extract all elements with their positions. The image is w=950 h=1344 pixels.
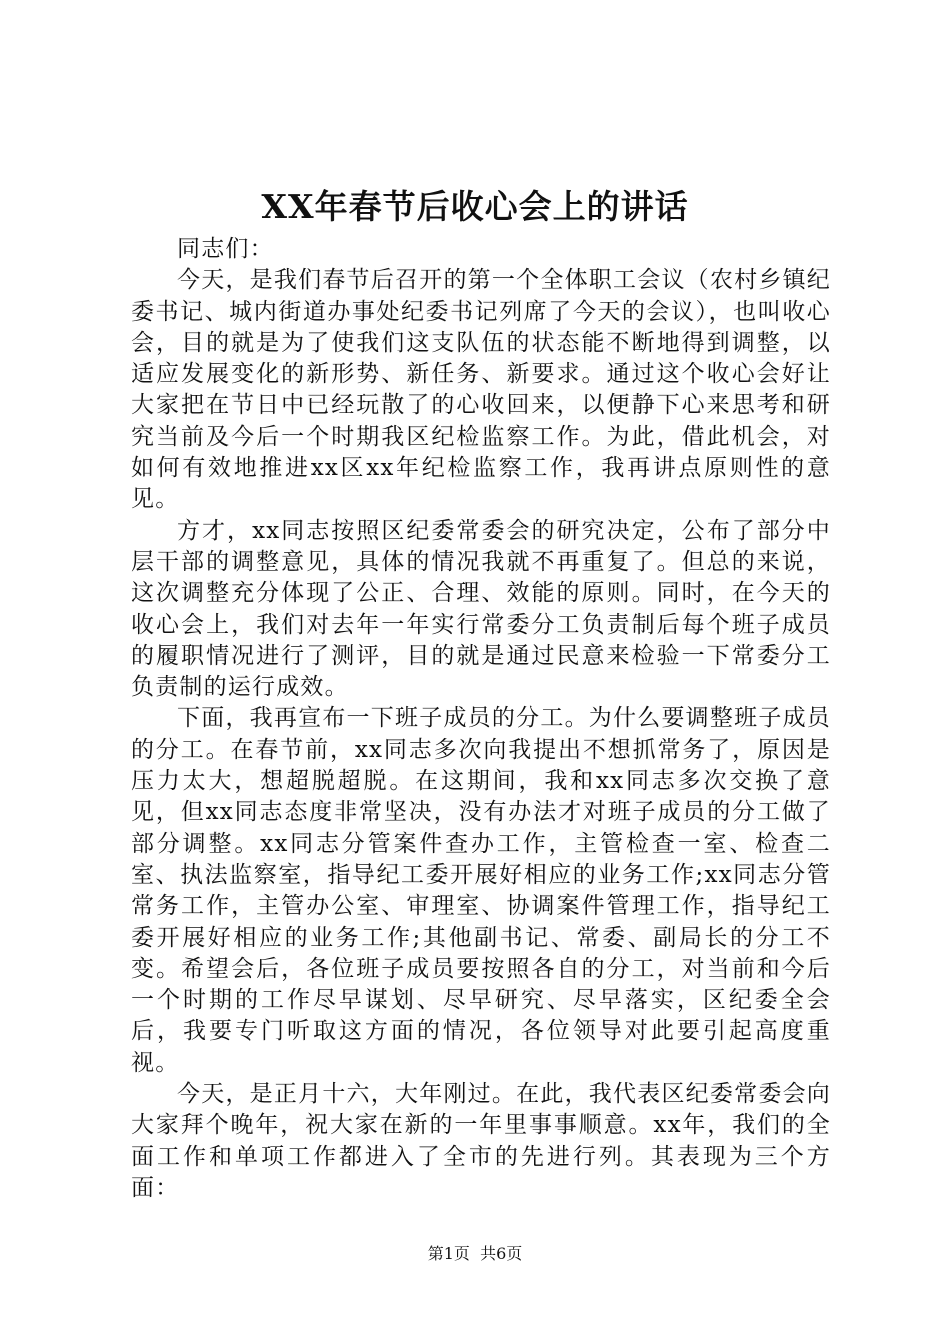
page-footer <box>0 1242 950 1266</box>
body-paragraph: 下面，我再宣布一下班子成员的分工。为什么要调整班子成员的分工。在春节前，xx同志多次向我提出不想抓常务了，原因是压力太大，想超脱超脱。在这期间，我和xx同志多次交换了意见，但xx同志态度非常坚决，没有办法才对班子成员的分工做了部分调整。xx同志分管案件查办工作，主管检查一室、检查二室、执法监察室，指导纪工委开展好相应的业务工作;xx同志分管常务工作，主管办公室、审理室、协调案件管理工作，指导纪工委开展好相应的业务工作;其他副书记、常委、副局长的分工不变。希望会后，各位班子成员要按照各自的分工，对当前和今后一个时期的工作尽早谋划、尽早研究、尽早落实，区纪委全会后，我要专门听取这方面的情况，各位领导对此要引起高度重视。 <box>131 705 831 1076</box>
body-paragraph: 方才，xx同志按照区纪委常委会的研究决定，公布了部分中层干部的调整意见，具体的情况我就不再重复了。但总的来说，这次调整充分体现了公正、合理、效能的原则。同时，在今天的收心会上，我们对去年一年实行常委分工负责制后每个班子成员的履职情况进行了测评，目的就是通过民意来检验一下常委分工负责制的运行成效。 <box>131 517 831 701</box>
salutation-paragraph: 同志们： <box>177 236 274 262</box>
body-paragraph: 今天，是正月十六，大年刚过。在此，我代表区纪委常委会向大家拜个晚年，祝大家在新的一年里事事顺意。xx年，我们的全面工作和单项工作都进入了全市的先进行列。其表现为三个方面： <box>131 1081 831 1201</box>
document-title: XX年春节后收心会上的讲话 <box>261 187 689 226</box>
document-body <box>131 234 831 1204</box>
page-total: 共6页 <box>480 1244 523 1263</box>
body-paragraph: 今天，是我们春节后召开的第一个全体职工会议（农村乡镇纪委书记、城内街道办事处纪委书记列席了今天的会议），也叫收心会，目的就是为了使我们这支队伍的状态能不断地得到调整，以适应发展变化的新形势、新任务、新要求。通过这个收心会好让大家把在节日中已经玩散了的心收回来，以便静下心来思考和研究当前及今后一个时期我区纪检监察工作。为此，借此机会，对如何有效地推进xx区xx年纪检监察工作，我再讲点原则性的意见。 <box>131 267 831 513</box>
page-number: 第1页 <box>427 1244 470 1263</box>
